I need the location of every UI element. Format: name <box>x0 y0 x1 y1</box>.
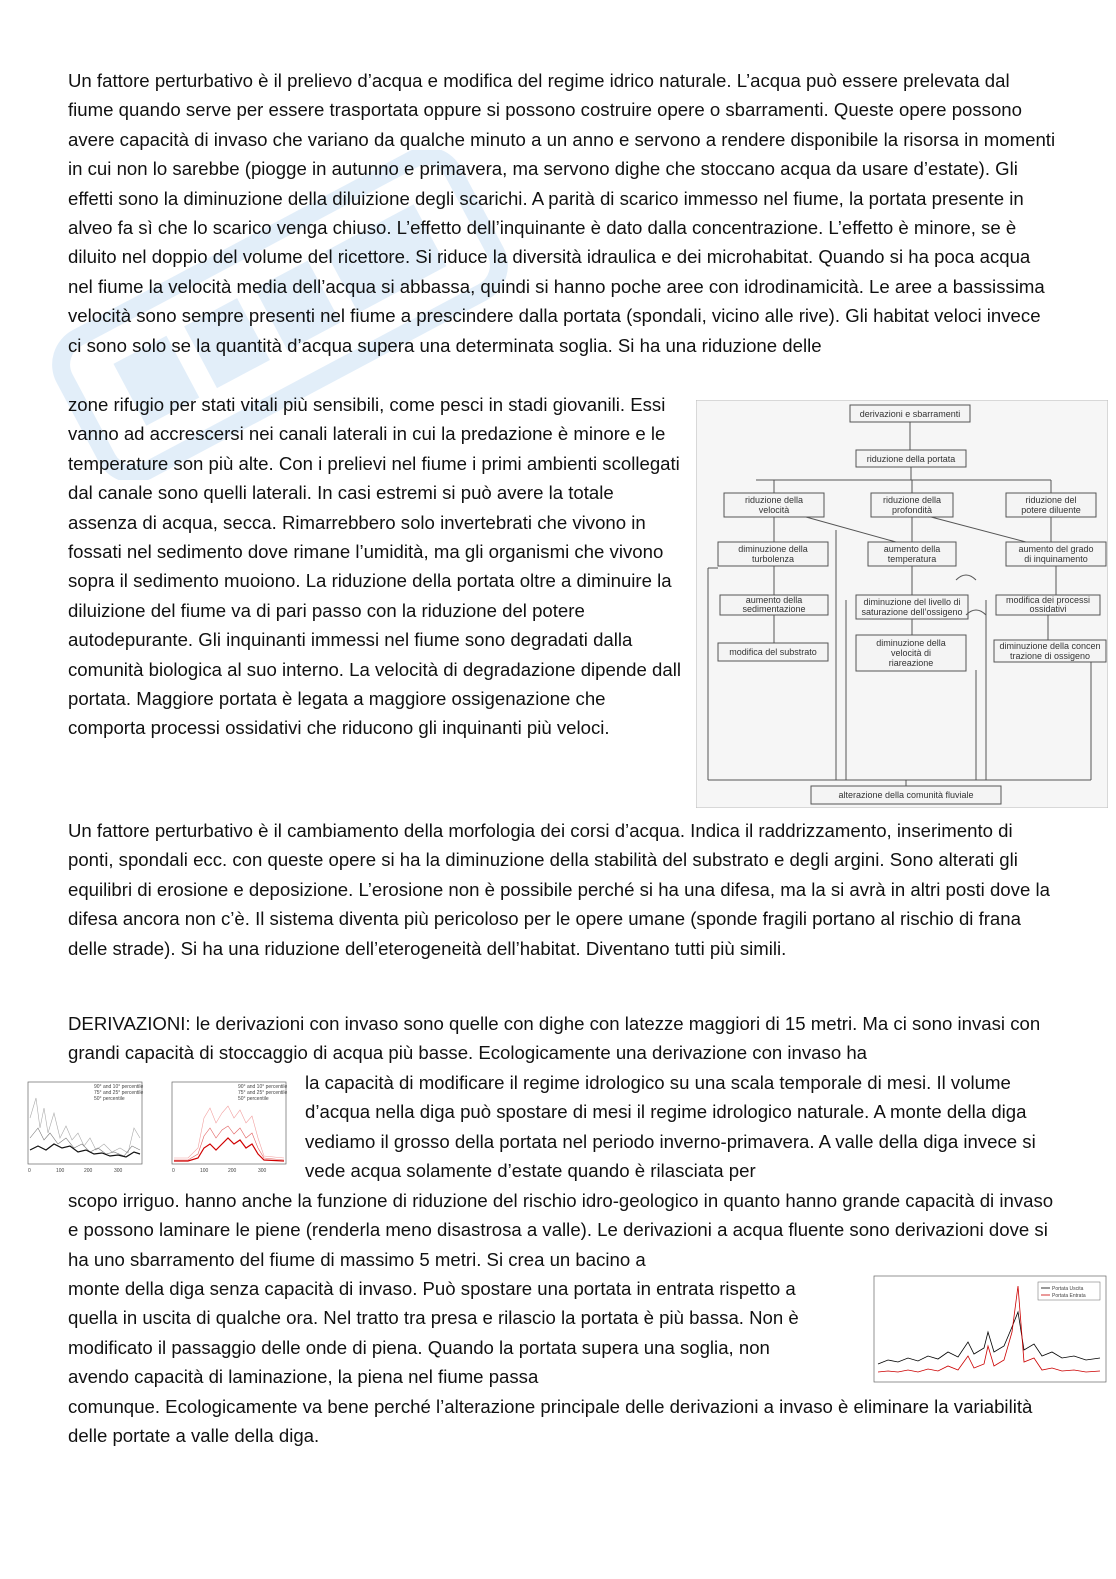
effects-flowchart <box>696 400 1108 808</box>
box-aumento-sedimentazione <box>720 595 828 615</box>
svg-text:potere diluente: potere diluente <box>1021 505 1081 515</box>
legend-c1-1: 90° and 10° percentile <box>94 1084 144 1090</box>
svg-text:modifica del substrato: modifica del substrato <box>729 647 817 657</box>
svg-text:riareazione: riareazione <box>888 658 934 668</box>
box-riduzione-profondita <box>871 493 953 517</box>
svg-text:di inquinamento: di inquinamento <box>1024 554 1088 564</box>
svg-text:saturazione dell’ossigeno: saturazione dell’ossigeno <box>861 607 963 617</box>
c1-tick-0: 0 <box>28 1168 31 1174</box>
paragraph-prelievo: Un fattore perturbativo è il prelievo d’acqua e modifica del regime idrico naturale. L’acqua può essere prelevata dal fiume quando serve per essere trasportata oppure si possono costruire opere o sbarramenti. Queste opere possono avere capacità di invaso che variano da qualche minuto a un anno e servono a rendere disponibile la risorsa in momenti in cui non lo sarebbe (piogge in autunno e primavera, ma servono dighe che stoccano acqua da usare d’estate). Gli effetti sono la diminuzione della diluizione degli scarichi. A parità di scarico immesso nel fiume, la portata presente in alveo fa sì che lo scarico venga chiuso. L’effetto dell’inquinante è dato dalla concentrazione. L’effetto è minore, se è diluito nel doppio del volume del ricettore. Si riduce la diversità idraulica e dei microhabitat. Quando si ha poca acqua nel fiume la velocità media dell’acqua si abbassa, quindi si hanno poche aree con idrodinamicità. Le aree a bassissima velocità sono sempre presenti nel fiume a prescindere dalla portata (spondali, vicino alle rive). Gli habitat veloci invece ci sono solo se la quantità d’acqua supera una determinata soglia. Si ha una riduzione delle <box>68 70 1056 356</box>
box-velocita-riareazione <box>856 635 966 671</box>
c2-tick-0: 0 <box>172 1168 175 1174</box>
svg-text:velocità di: velocità di <box>890 648 932 658</box>
svg-text:derivazioni e sbarramenti: derivazioni e sbarramenti <box>859 409 961 419</box>
legend-c1-3: 50° percentile <box>94 1096 125 1102</box>
box-processi-ossidativi <box>996 595 1100 615</box>
svg-text:aumento della: aumento della <box>745 595 803 605</box>
svg-text:aumento della: aumento della <box>883 544 941 554</box>
svg-text:ossidativi: ossidativi <box>1029 604 1067 614</box>
svg-text:riduzione della: riduzione della <box>744 495 804 505</box>
svg-text:alterazione della comunità flu: alterazione della comunità fluviale <box>838 790 974 800</box>
svg-text:riduzione del: riduzione del <box>1025 495 1077 505</box>
box-concentrazione-ossigeno <box>994 640 1106 662</box>
svg-text:profondità: profondità <box>891 505 933 515</box>
svg-text:velocità: velocità <box>758 505 790 515</box>
svg-text:aumento del grado: aumento del grado <box>1018 544 1094 554</box>
svg-text:modifica dei processi: modifica dei processi <box>1005 595 1091 605</box>
svg-text:riduzione della: riduzione della <box>882 495 942 505</box>
chart-regime-valle <box>158 1078 290 1176</box>
c1-tick-100: 100 <box>56 1168 65 1174</box>
chart-regime-monte <box>14 1078 146 1176</box>
svg-text:trazione di ossigeno: trazione di ossigeno <box>1009 651 1091 661</box>
box-riduzione-potere-diluente <box>1006 493 1096 517</box>
svg-text:temperatura: temperatura <box>887 554 937 564</box>
paragraph-regime-idrologico: la capacità di modificare il regime idrologico su una scala temporale di mesi. Il volume d’acqua nella diga può spostare di mesi il regime idrologico naturale. A monte della diga vediamo il grosso della portata nel periodo inverno-primavera. A valle della diga invece si vede acqua solamente d’estate quando è rilasciata per <box>305 1072 1036 1182</box>
paragraph-conclusione: comunque. Ecologicamente va bene perché l’alterazione principale delle derivazioni a invaso è eliminare la variabilità delle portate a valle della diga. <box>68 1396 1033 1447</box>
svg-text:turbolenza: turbolenza <box>751 554 795 564</box>
paragraph-morfologia: Un fattore perturbativo è il cambiamento della morfologia dei corsi d’acqua. Indica il raddrizzamento, inserimento di ponti, spondali ecc. con queste opere si ha la diminuzione della stabilità del substrato e degli argini. Sono alterati gli equilibri di erosione e deposizione. L’erosione non è possibile perché si ha una difesa, ma la si avrà in altri posti dove la difesa ancora non c’è. Il sistema diventa più pericoloso per le opere umane (sponde fragili portano al rischio di frana delle strade). Si ha una riduzione dell’eterogeneità dell’habitat. Diventano tutti più simili. <box>68 820 1050 959</box>
box-riduzione-portata <box>856 450 966 467</box>
chart-portate-entrata-uscita <box>838 1272 1110 1392</box>
svg-text:diminuzione della: diminuzione della <box>738 544 808 554</box>
svg-text:diminuzione della: diminuzione della <box>876 638 946 648</box>
paragraph-derivazioni: DERIVAZIONI: le derivazioni con invaso sono quelle con dighe con latezze maggiori di 15 metri. Ma ci sono invasi con grandi capacità di stoccaggio di acqua più basse. Ecologicamente una derivazione con invaso ha <box>68 1013 1041 1064</box>
c1-tick-300: 300 <box>114 1168 123 1174</box>
box-saturazione-ossigeno <box>856 595 968 619</box>
svg-text:diminuzione del livello di: diminuzione del livello di <box>863 597 961 607</box>
legend-c2-3: 50° percentile <box>238 1096 269 1102</box>
box-aumento-temperatura <box>868 542 956 566</box>
c2-tick-300: 300 <box>258 1168 267 1174</box>
legend-c2-1: 90° and 10° percentile <box>238 1084 288 1090</box>
paragraph-scopo-irriguo: scopo irriguo. hanno anche la funzione di riduzione del rischio idro-geologico in quanto hanno grande capacità di invaso e possono laminare le piene (renderla meno disastrosa a valle). Le derivazioni a acqua fluente sono derivazioni dove si ha uno sbarramento del fiume di massimo 5 metri. Si crea un bacino a <box>68 1190 1054 1270</box>
c1-tick-200: 200 <box>84 1168 93 1174</box>
legend-c3-1: Portata Uscita <box>1052 1286 1084 1292</box>
paragraph-zone-rifugio: zone rifugio per stati vitali più sensibili, come pesci in stadi giovanili. Essi vanno ad accrescersi nei canali laterali in cui la predazione è minore e le temperature son più alte. Con i prelievi nel fiume i primi ambienti scollegati dal canale sono quelli laterali. In casi estremi si può avere la totale assenza di acqua, secca. Rimarrebbero solo invertebrati che vivono in fossati nel sedimento dove rimane l’umidità, ma gli organismi che vivono sopra il sedimento muoiono. La riduzione della portata oltre a diminuire la diluizione del fiume va di pari passo con la riduzione del potere autodepurante. Gli inquinanti immessi nel fiume sono degradati dalla comunità biologica al suo interno. La velocità di degradazione dipende dall portata. Maggiore portata è legata a maggiore ossigenazione che comporta processi ossidativi che riducono gli inquinanti più veloci. <box>68 394 681 739</box>
box-modifica-substrato <box>718 643 828 661</box>
box-derivazioni <box>850 405 970 422</box>
svg-text:riduzione della portata: riduzione della portata <box>866 454 956 464</box>
svg-text:diminuzione della concen: diminuzione della concen <box>999 641 1101 651</box>
legend-c2-2: 75° and 25° percentile <box>238 1090 288 1096</box>
box-riduzione-velocita <box>724 493 824 517</box>
legend-c3-2: Portata Entrata <box>1052 1293 1086 1299</box>
paragraph-acqua-fluente: monte della diga senza capacità di invaso. Può spostare una portata in entrata rispetto a quella in uscita di qualche ora. Nel tratto tra presa e rilascio la portata è più bassa. Non è modificato il passaggio delle onde di piena. Quando la portata supera una soglia, non avendo capacità di laminazione, la piena nel fiume passa <box>68 1278 799 1388</box>
box-alterazione-comunita <box>811 786 1001 804</box>
box-diminuzione-turbolenza <box>718 542 828 566</box>
c2-tick-200: 200 <box>228 1168 237 1174</box>
svg-text:sedimentazione: sedimentazione <box>742 604 806 614</box>
legend-c1-2: 75° and 25° percentile <box>94 1090 144 1096</box>
c2-tick-100: 100 <box>200 1168 209 1174</box>
box-aumento-inquinamento <box>1006 542 1106 566</box>
